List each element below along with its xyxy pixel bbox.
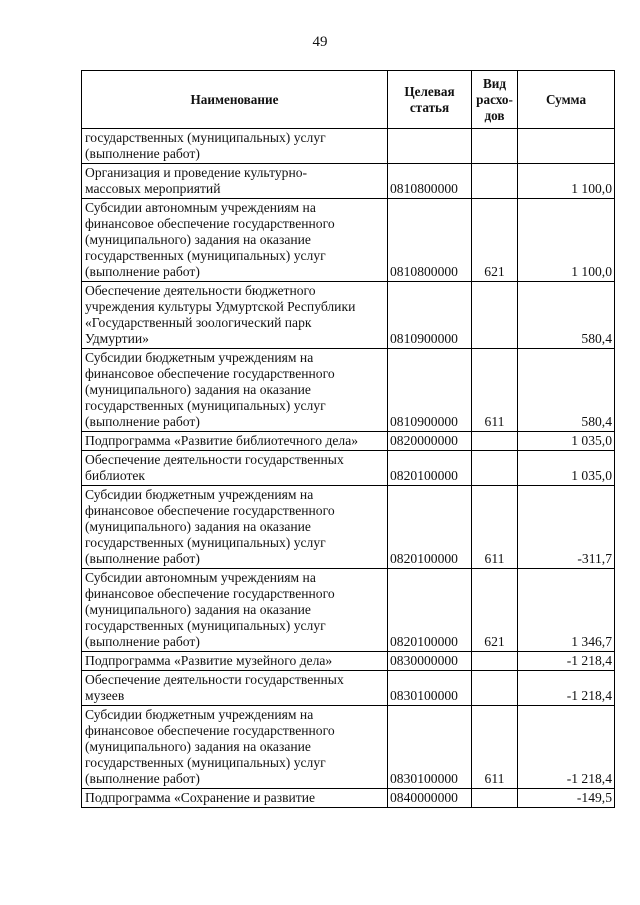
row-code: 0830000000: [388, 652, 472, 671]
row-code: [388, 129, 472, 164]
row-sum: -311,7: [518, 486, 615, 569]
row-vr: 621: [472, 569, 518, 652]
row-vr: [472, 671, 518, 706]
row-vr: [472, 652, 518, 671]
table-row: [82, 789, 615, 808]
table-header-row: [82, 71, 615, 129]
row-sum: -1 218,4: [518, 706, 615, 789]
row-code: 0810900000: [388, 349, 472, 432]
row-code: 0810800000: [388, 199, 472, 282]
row-code: 0820100000: [388, 486, 472, 569]
row-vr: 611: [472, 349, 518, 432]
row-vr: [472, 282, 518, 349]
table-row: [82, 199, 615, 282]
row-sum: 580,4: [518, 349, 615, 432]
table-row: [82, 671, 615, 706]
row-code: 0810800000: [388, 164, 472, 199]
header-vr: Вид расхо- дов: [472, 71, 518, 129]
table-body: [82, 129, 615, 808]
row-name: Подпрограмма «Развитие музейного дела»: [82, 652, 388, 671]
row-vr: 621: [472, 199, 518, 282]
row-name: Субсидии бюджетным учреждениям на финансовое обеспечение государственного (муниципального) задания на оказание государственных (муниципальных) услуг (выполнение работ): [82, 349, 388, 432]
row-code: 0820000000: [388, 432, 472, 451]
table-row: [82, 706, 615, 789]
row-code: 0840000000: [388, 789, 472, 808]
row-sum: -149,5: [518, 789, 615, 808]
row-name: государственных (муниципальных) услуг (выполнение работ): [82, 129, 388, 164]
row-sum: -1 218,4: [518, 671, 615, 706]
row-code: 0830100000: [388, 706, 472, 789]
row-name: Организация и проведение культурно- массовых мероприятий: [82, 164, 388, 199]
row-code: 0820100000: [388, 569, 472, 652]
table-row: [82, 652, 615, 671]
row-name: Подпрограмма «Развитие библиотечного дела»: [82, 432, 388, 451]
row-sum: 1 346,7: [518, 569, 615, 652]
row-name: Субсидии бюджетным учреждениям на финансовое обеспечение государственного (муниципального) задания на оказание государственных (муниципальных) услуг (выполнение работ): [82, 706, 388, 789]
row-code: 0820100000: [388, 451, 472, 486]
table-row: [82, 129, 615, 164]
row-vr: [472, 432, 518, 451]
row-name: Подпрограмма «Сохранение и развитие: [82, 789, 388, 808]
row-sum: 580,4: [518, 282, 615, 349]
row-vr: 611: [472, 706, 518, 789]
table-row: [82, 486, 615, 569]
row-name: Обеспечение деятельности бюджетного учреждения культуры Удмуртской Республики «Государственный зоологический парк Удмуртии»: [82, 282, 388, 349]
row-sum: -1 218,4: [518, 652, 615, 671]
row-sum: 1 100,0: [518, 164, 615, 199]
table-row: [82, 349, 615, 432]
row-name: Субсидии автономным учреждениям на финансовое обеспечение государственного (муниципального) задания на оказание государственных (муниципальных) услуг (выполнение работ): [82, 569, 388, 652]
row-vr: [472, 789, 518, 808]
header-sum: Сумма: [518, 71, 615, 129]
row-name: Субсидии автономным учреждениям на финансовое обеспечение государственного (муниципального) задания на оказание государственных (муниципальных) услуг (выполнение работ): [82, 199, 388, 282]
row-sum: 1 100,0: [518, 199, 615, 282]
row-name: Субсидии бюджетным учреждениям на финансовое обеспечение государственного (муниципального) задания на оказание государственных (муниципальных) услуг (выполнение работ): [82, 486, 388, 569]
row-vr: [472, 164, 518, 199]
budget-table: [81, 70, 615, 808]
row-vr: 611: [472, 486, 518, 569]
row-sum: 1 035,0: [518, 432, 615, 451]
header-name: Наименование: [82, 71, 388, 129]
row-sum: 1 035,0: [518, 451, 615, 486]
header-code: Целевая статья: [388, 71, 472, 129]
row-name: Обеспечение деятельности государственных музеев: [82, 671, 388, 706]
row-vr: [472, 451, 518, 486]
row-vr: [472, 129, 518, 164]
table-row: [82, 451, 615, 486]
row-code: 0810900000: [388, 282, 472, 349]
table-row: [82, 432, 615, 451]
table-row: [82, 569, 615, 652]
table-row: [82, 164, 615, 199]
table-row: [82, 282, 615, 349]
row-sum: [518, 129, 615, 164]
page-number: 49: [312, 34, 328, 50]
row-code: 0830100000: [388, 671, 472, 706]
row-name: Обеспечение деятельности государственных библиотек: [82, 451, 388, 486]
